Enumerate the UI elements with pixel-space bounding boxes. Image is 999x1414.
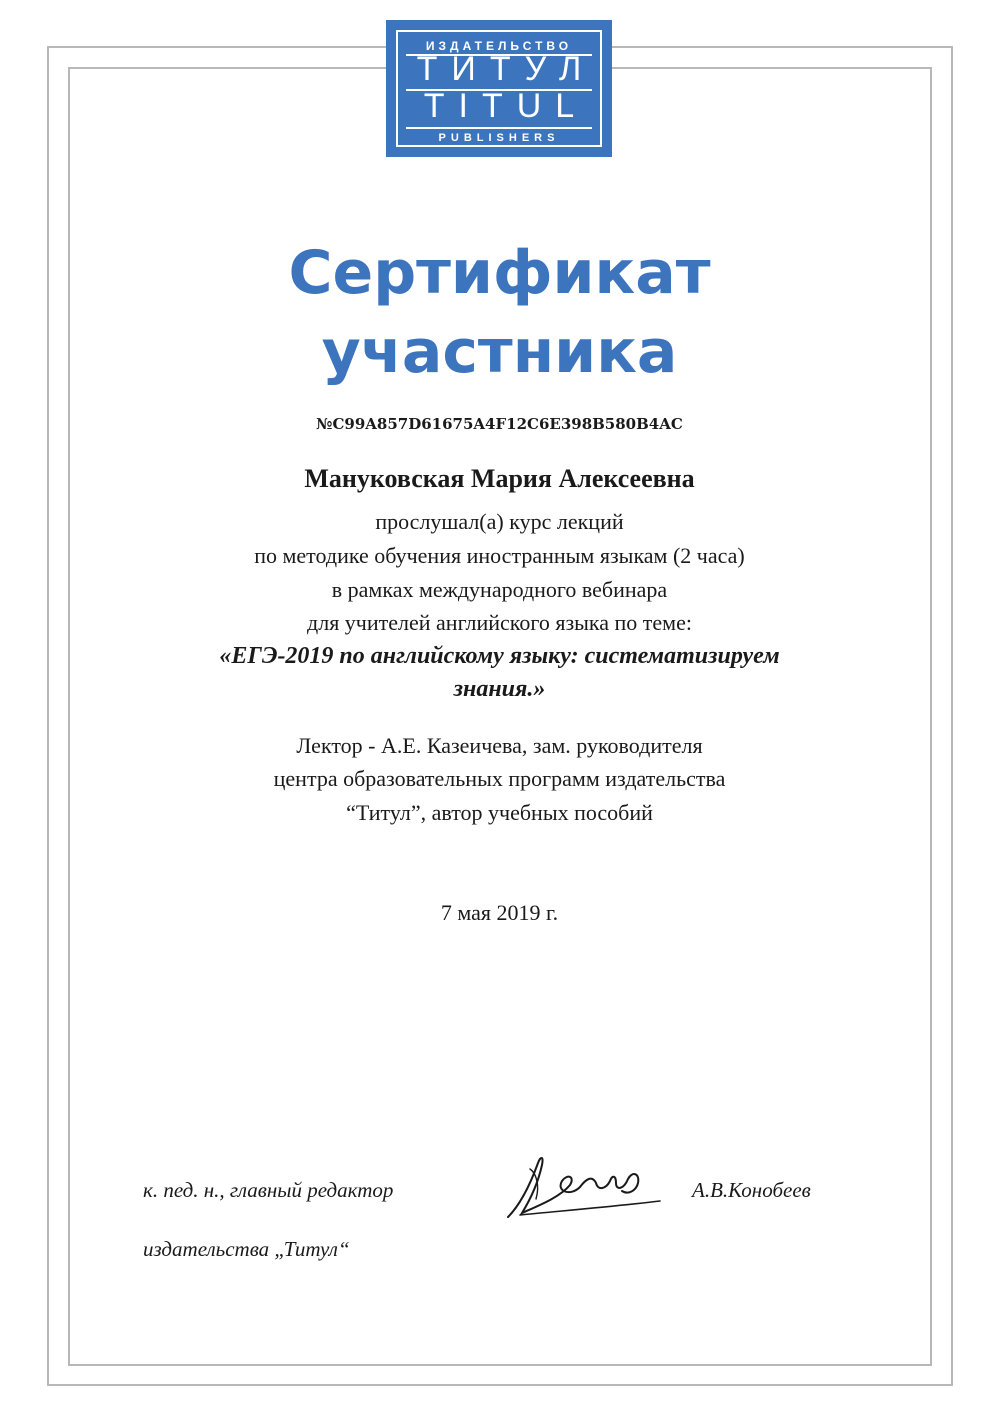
body-line: по методике обучения иностранным языкам (2 часа) (254, 543, 745, 568)
certificate-title-line-1: Сертификат (288, 238, 711, 308)
logo-bottom-text: PUBLISHERS (438, 132, 560, 144)
lecturer-line: центра образовательных программ издательства (273, 766, 726, 791)
logo-line-1: ТИТУЛ (416, 50, 596, 88)
logo-line-2: TITUL (423, 87, 589, 125)
body-line: в рамках международного вебинара (331, 577, 668, 602)
course-topic-line: «ЕГЭ-2019 по английскому языку: систематизируем (219, 643, 780, 669)
certificate-title-line-2: участника (321, 317, 678, 387)
publisher-logo (386, 20, 612, 157)
signatory-name: А.В.Конобеев (692, 1178, 811, 1202)
lecturer-line: Лектор - А.Е. Казеичева, зам. руководителя (296, 733, 703, 758)
logo-rule-bottom (406, 127, 592, 129)
signatory-title-line-1: к. пед. н., главный редактор (143, 1178, 394, 1202)
publisher-logo-frame (396, 30, 602, 147)
lecturer-line: “Титул”, автор учебных пособий (346, 800, 653, 825)
signatory-title-line-2: издательства „Титул“ (143, 1237, 350, 1261)
body-line: прослушал(а) курс лекций (375, 509, 624, 534)
certificate-serial-number: №C99A857D61675A4F12C6E398B580B4AC (316, 415, 683, 433)
logo-top-text: ИЗДАТЕЛЬСТВО (425, 39, 573, 53)
body-line: для учителей английского языка по теме: (307, 610, 692, 635)
recipient-name: Мануковская Мария Алексеевна (304, 464, 695, 493)
course-topic-line: знания.» (453, 676, 546, 702)
certificate-date: 7 мая 2019 г. (440, 900, 559, 925)
handwritten-signature (500, 1145, 670, 1225)
